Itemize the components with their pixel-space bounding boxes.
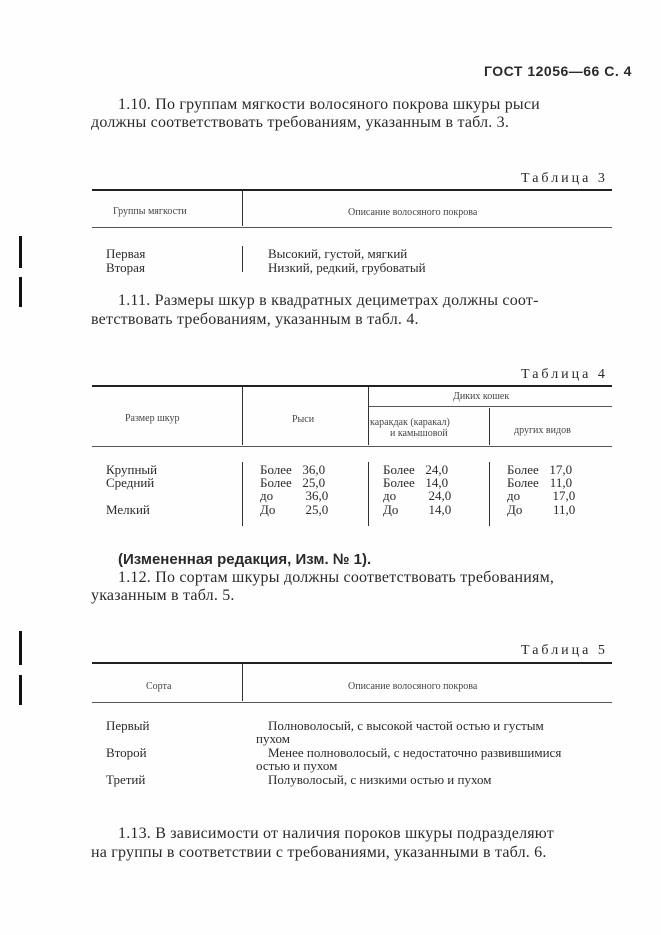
table5-row1-desc-line1: Полноволосый, с высокой частой остью и густым [268,718,544,733]
table5-caption: Таблица 5 [521,643,608,658]
table4-row2-lynx-value: 25,0 [302,475,326,490]
table4-row3-caracal-value: 24,0 [428,488,452,503]
table4-caption: Таблица 4 [521,367,608,382]
page-header: ГОСТ 12056—66 С. 4 [484,63,632,79]
table4-col-other-header: других видов [514,425,571,436]
table3-body-divider [242,246,243,272]
table4-col-caracal-header-2: и камышовой [390,428,448,439]
para-1-12-line1: 1.12. По сортам шкуры должны соответствовать требованиям, [118,569,555,586]
table4-row2-size: Средний [106,475,155,490]
table4-row1-size: Крупный [106,462,158,477]
table4-row4-caracal [383,502,451,518]
table4-row4-other-prefix: До [507,502,523,517]
table3-col-groups-header: Группы мягкости [113,206,187,217]
table4-row2-other-prefix: Более [507,475,539,490]
table4-row4-other-value: 11,0 [552,502,576,517]
table4-row1-caracal-value: 24,0 [425,462,449,477]
para-1-10-line2: должны соответствовать требованиям, указанным в табл. 3. [91,114,510,131]
table4-col-size-header: Размер шкур [125,413,180,424]
table4-top-rule [92,385,612,387]
table4-row2-caracal-value: 14,0 [425,475,449,490]
table5-col-desc-header: Описание волосяного покрова [348,681,478,692]
table5-row1-grade: Первый [106,718,150,733]
table4-row4-caracal-value: 14,0 [428,502,452,517]
table4-row4-lynx-prefix: До [260,502,276,517]
table4-row3-lynx-prefix: до [260,488,274,503]
margin-mark [19,236,22,268]
table4-row4-caracal-prefix: До [383,502,399,517]
table4-col-lynx-header: Рыси [292,414,315,425]
margin-mark [19,631,22,665]
table3-header-divider [242,191,243,226]
table4-subheader-rule [368,406,612,407]
table5-row2-desc-line2: остью и пухом [256,758,338,773]
margin-mark [19,675,22,705]
table3-row2-desc: Низкий, редкий, грубоватый [268,260,426,275]
para-1-13-line2: на группы в соответствии с требованиями, указанными в табл. 6. [91,844,547,861]
table5-header-divider [242,664,243,701]
table4-body-divider-3 [489,462,490,526]
table5-row2-grade: Второй [106,745,147,760]
table4-divider-3 [489,408,490,445]
table4-wildcats-header: Диких кошек [453,391,510,402]
table5-row3-desc-line1: Полуволосый, с низкими остью и пухом [268,772,492,787]
table4-row2-lynx-prefix: Более [260,475,292,490]
table5-top-rule [92,662,612,664]
table4-row2-caracal-prefix: Более [383,475,415,490]
table4-row1-caracal-prefix: Более [383,462,415,477]
para-1-11-line2: ветствовать требованиям, указанным в табл. 4. [91,311,419,328]
table4-row2-other-value: 11,0 [549,475,573,490]
margin-mark [19,277,22,307]
table5-col-grade-header: Сорта [146,681,172,692]
table4-row4-lynx [260,502,328,518]
table4-row4-size: Мелкий [106,502,150,517]
table3-caption: Таблица 3 [521,171,608,186]
table3-row2-group: Вторая [106,260,145,275]
table3-col-desc-header: Описание волосяного покрова [348,207,478,218]
table4-row4-other [507,502,575,518]
table5-row2-desc-line1: Менее полноволосый, с недостаточно развившимися [268,745,562,760]
amendment-note: (Измененная редакция, Изм. № 1). [118,551,372,568]
para-1-11-line1: 1.11. Размеры шкур в квадратных дециметрах должны соот- [118,292,539,309]
table4-row1-lynx-value: 36,0 [302,462,326,477]
table4-header-rule [92,446,612,447]
table5-row3-grade: Третий [106,772,146,787]
table3-top-rule [92,189,612,191]
table4-row3-other-value: 17,0 [552,488,576,503]
table4-divider-1 [242,387,243,445]
table4-row1-other-prefix: Более [507,462,539,477]
table3-header-rule [92,227,612,228]
table3-row1-desc: Высокий, густой, мягкий [268,246,408,261]
table4-divider-2 [368,387,369,445]
para-1-12-line2: указанным в табл. 5. [91,587,235,604]
table4-row4-lynx-value: 25,0 [305,502,329,517]
para-1-13-line1: 1.13. В зависимости от наличия пороков шкуры подразделяют [118,825,554,842]
table4-col-caracal-header-1: каракдак (каракал) [370,417,450,428]
table4-row1-other-value: 17,0 [549,462,573,477]
table4-row1-lynx-prefix: Более [260,462,292,477]
table4-row3-other-prefix: до [507,488,521,503]
table4-row3-lynx-value: 36,0 [305,488,329,503]
table3-row1-group: Первая [106,246,146,261]
table4-body-divider-2 [368,462,369,526]
table5-header-rule [92,702,612,703]
table4-row3-caracal-prefix: до [383,488,397,503]
table4-body-divider-1 [242,462,243,526]
para-1-10-line1: 1.10. По группам мягкости волосяного покрова шкуры рыси [118,96,540,113]
table5-row1-desc-line2: пухом [256,731,290,746]
